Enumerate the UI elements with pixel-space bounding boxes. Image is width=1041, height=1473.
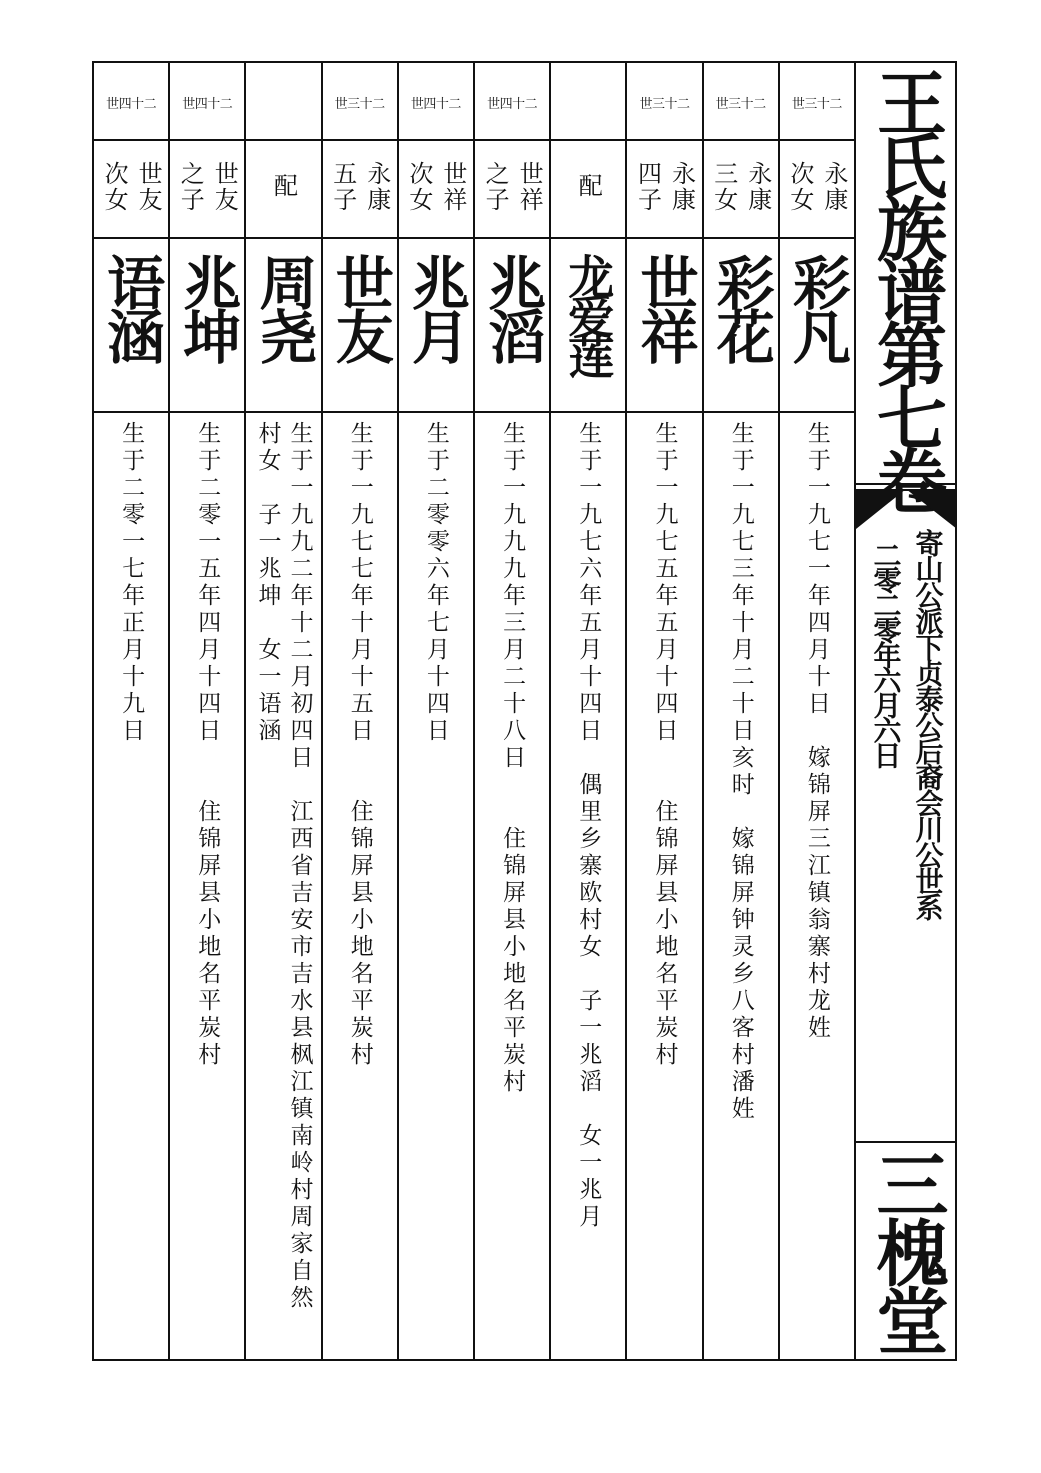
person-column <box>627 63 703 1359</box>
name-cell <box>399 239 473 413</box>
detail-cell <box>551 413 625 1359</box>
person-name: 龙爱莲 <box>561 253 616 373</box>
hall-name <box>856 1148 957 1352</box>
generation-cell <box>551 63 625 141</box>
genealogy-page <box>92 61 957 1361</box>
person-column <box>399 63 475 1359</box>
generation-label: 世三十二 <box>639 97 690 112</box>
detail-cell <box>170 413 244 1359</box>
relation-text: 永康 <box>362 161 391 213</box>
divider-line <box>856 483 957 485</box>
relation-cell <box>170 141 244 239</box>
relation-text: 永康 <box>819 161 848 213</box>
relation-text: 世友 <box>210 161 239 213</box>
generation-cell <box>323 63 397 141</box>
relation-text: 永康 <box>667 161 696 213</box>
name-cell <box>170 239 244 413</box>
person-column <box>704 63 780 1359</box>
person-column <box>780 63 856 1359</box>
detail-text: 生于一九九二年十二月初四日 江西省吉安市吉水县枫江镇南岭村周家自然 <box>286 421 313 1312</box>
relation-text: 之子 <box>481 161 510 213</box>
detail-cell <box>323 413 397 1359</box>
relation-cell <box>475 141 549 239</box>
generation-cell <box>246 63 320 141</box>
name-cell <box>94 239 168 413</box>
lineage-subtitle <box>856 529 957 919</box>
generation-cell <box>94 63 168 141</box>
relation-cell <box>551 141 625 239</box>
relation-cell <box>246 141 320 239</box>
hall-name-text: 三槐堂 <box>864 1148 950 1352</box>
relation-text: 次女 <box>785 161 814 213</box>
person-name: 周尧 <box>249 253 318 361</box>
title-panel <box>856 63 957 1359</box>
person-name: 兆滔 <box>478 253 547 361</box>
generation-label: 世三十二 <box>715 97 766 112</box>
name-cell <box>246 239 320 413</box>
person-column <box>246 63 322 1359</box>
detail-cell <box>94 413 168 1359</box>
person-column <box>323 63 399 1359</box>
relation-text: 世祥 <box>438 161 467 213</box>
detail-text: 生于一九九九年三月二十八日 住锦屏县小地名平炭村 <box>499 421 526 1096</box>
person-name: 世友 <box>325 253 394 361</box>
generation-label: 世四十二 <box>182 97 233 112</box>
generation-label: 世四十二 <box>106 97 157 112</box>
detail-cell <box>627 413 701 1359</box>
detail-cell <box>780 413 854 1359</box>
person-name: 彩凡 <box>782 253 851 361</box>
person-column <box>475 63 551 1359</box>
detail-text: 生于一九七五年五月十四日 住锦屏县小地名平炭村 <box>651 421 678 1069</box>
person-column <box>170 63 246 1359</box>
person-name: 兆坤 <box>173 253 242 361</box>
generation-cell <box>475 63 549 141</box>
detail-text: 生于一九七六年五月十四日 偶里乡寨欧村女 子一兆滔 女一兆月 <box>575 421 602 1231</box>
detail-cell <box>399 413 473 1359</box>
name-cell <box>704 239 778 413</box>
generation-cell <box>399 63 473 141</box>
detail-text: 生于一九七三年十月二十日亥时 嫁锦屏钟灵乡八客村潘姓 <box>727 421 754 1123</box>
name-cell <box>780 239 854 413</box>
detail-text: 生于二零零六年七月十四日 <box>422 421 449 745</box>
divider-line <box>856 1141 957 1143</box>
person-name: 兆月 <box>401 253 470 361</box>
relation-text: 配 <box>574 173 603 199</box>
relation-cell <box>323 141 397 239</box>
name-cell <box>551 239 625 413</box>
generation-label: 世四十二 <box>487 97 538 112</box>
detail-text: 生于二零一七年正月十九日 <box>118 421 145 745</box>
relation-text: 永康 <box>743 161 772 213</box>
generation-label: 世三十二 <box>791 97 842 112</box>
person-name: 语涵 <box>97 253 166 361</box>
person-column <box>551 63 627 1359</box>
book-title-text: 王氏族谱第七卷 <box>865 67 949 508</box>
generation-label: 世三十二 <box>334 97 385 112</box>
generation-cell <box>627 63 701 141</box>
relation-text: 配 <box>269 173 298 199</box>
detail-cell <box>246 413 320 1359</box>
detail-text: 生于二零一五年四月十四日 住锦屏县小地名平炭村 <box>194 421 221 1069</box>
detail-text: 村女 子一兆坤 女一语涵 <box>254 421 281 745</box>
relation-cell <box>399 141 473 239</box>
relation-text: 四子 <box>633 161 662 213</box>
compile-date: 二零二零年六月六日 <box>869 541 903 766</box>
relation-cell <box>94 141 168 239</box>
detail-cell <box>704 413 778 1359</box>
generation-label: 世四十二 <box>410 97 461 112</box>
relation-cell <box>780 141 854 239</box>
generation-cell <box>780 63 854 141</box>
name-cell <box>627 239 701 413</box>
relation-cell <box>704 141 778 239</box>
relation-text: 次女 <box>100 161 129 213</box>
fishtail-ornament <box>856 489 957 529</box>
generation-cell <box>170 63 244 141</box>
relation-text: 五子 <box>328 161 357 213</box>
detail-cell <box>475 413 549 1359</box>
detail-text: 生于一九七一年四月十日 嫁锦屏三江镇翁寨村龙姓 <box>803 421 830 1042</box>
detail-text: 生于一九七七年十月十五日 住锦屏县小地名平炭村 <box>346 421 373 1069</box>
name-cell <box>475 239 549 413</box>
book-title <box>856 67 957 508</box>
relation-text: 世友 <box>134 161 163 213</box>
person-name: 彩花 <box>706 253 775 361</box>
relation-text: 三女 <box>709 161 738 213</box>
relation-text: 世祥 <box>515 161 544 213</box>
generation-cell <box>704 63 778 141</box>
person-name: 世祥 <box>630 253 699 361</box>
name-cell <box>323 239 397 413</box>
person-column <box>94 63 170 1359</box>
relation-cell <box>627 141 701 239</box>
relation-text: 次女 <box>404 161 433 213</box>
lineage-subtitle-text: 寄山公派下贞泰公后裔会川公世系 <box>911 529 945 919</box>
relation-text: 之子 <box>176 161 205 213</box>
